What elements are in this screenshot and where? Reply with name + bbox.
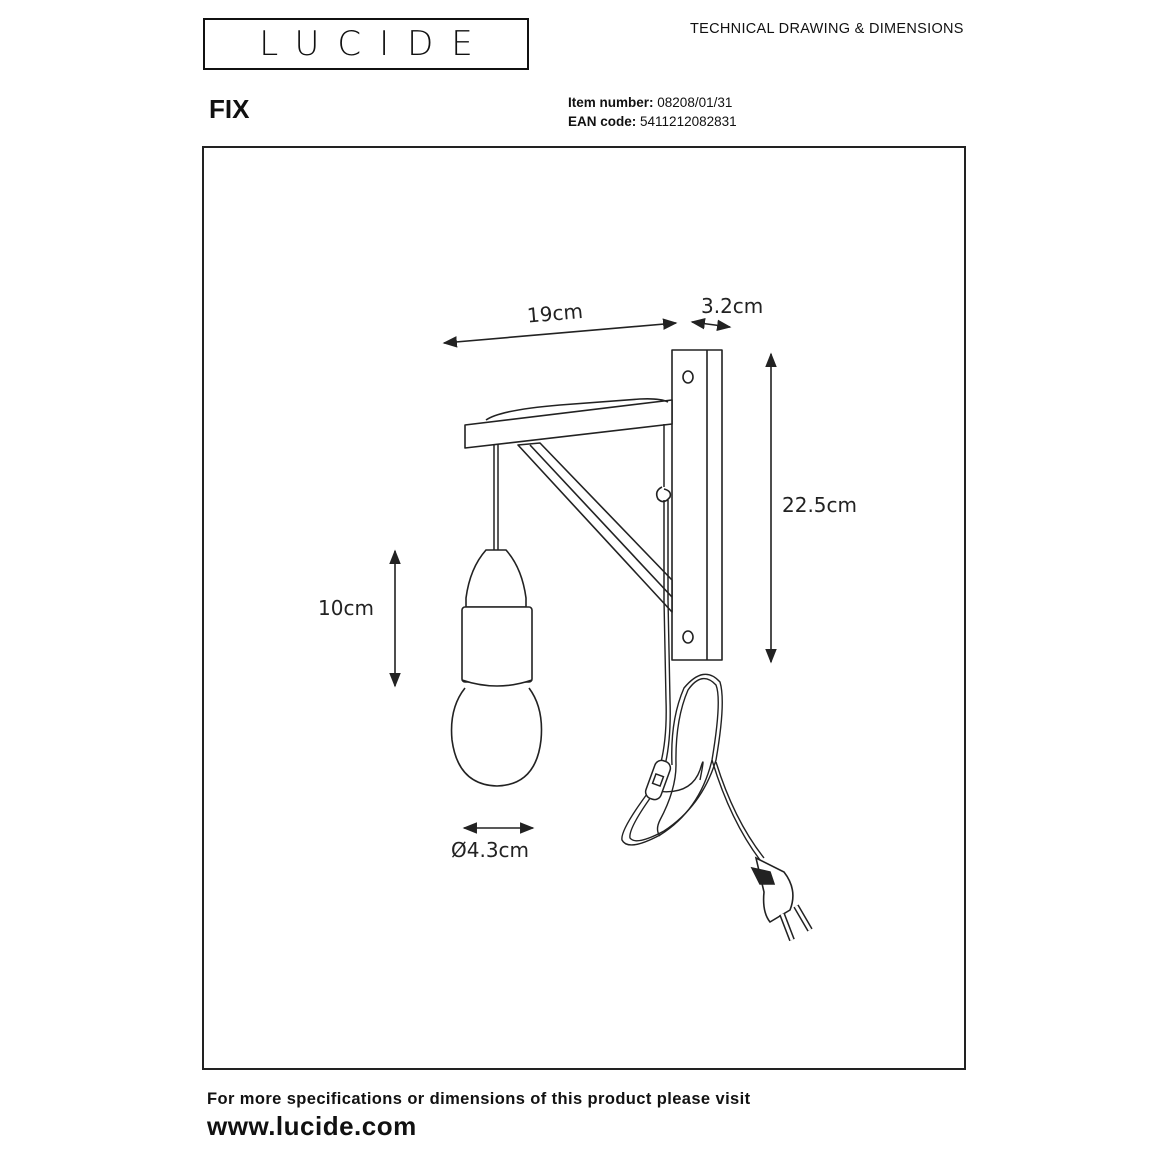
ean-label: EAN code: [568, 114, 637, 129]
footer-text: For more specifications or dimensions of this product please visit [207, 1090, 751, 1108]
dim-label-lamp-height: 10cm [318, 596, 374, 620]
dim-line-arm-length [444, 323, 676, 343]
item-number-value: 08208/01/31 [657, 95, 733, 110]
dim-label-bulb-diameter: Ø4.3cm [451, 838, 530, 862]
dim-label-bracket-height: 22.5cm [782, 493, 858, 517]
dim-label-bracket-depth: 3.2cm [701, 294, 764, 318]
bulb [452, 688, 542, 786]
dim-label-arm-length: 19cm [525, 298, 584, 328]
brand-logo-text: LUCIDE [259, 24, 491, 64]
plug [752, 858, 810, 940]
item-number-label: Item number: [568, 95, 654, 110]
lamp-holder [462, 550, 532, 686]
cord-switch [644, 758, 673, 801]
ean-value: 5411212082831 [640, 114, 737, 129]
dim-line-bracket-depth [692, 322, 730, 327]
product-name: FIX [209, 94, 250, 124]
footer-link[interactable]: www.lucide.com [207, 1111, 417, 1141]
document-type: TECHNICAL DRAWING & DIMENSIONS [690, 21, 964, 37]
